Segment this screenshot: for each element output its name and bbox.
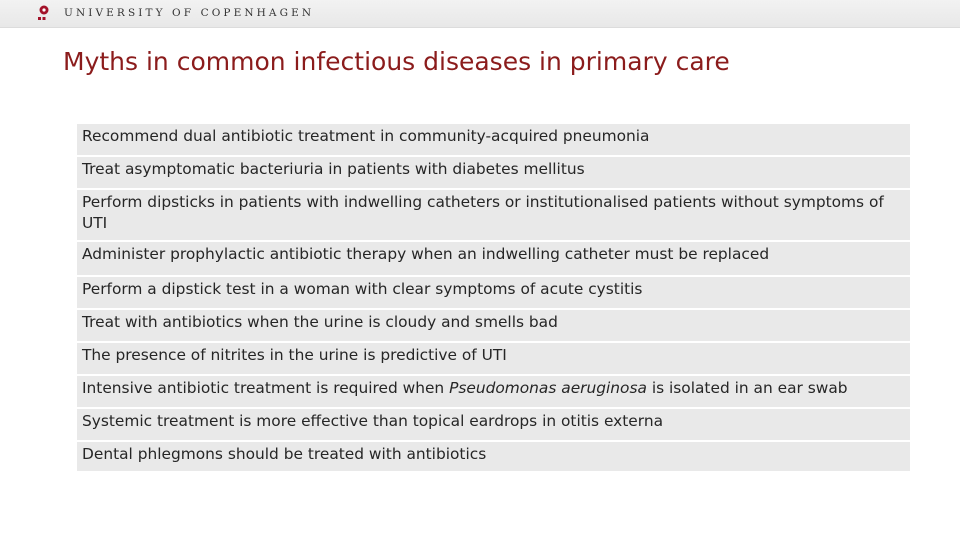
header-bar bbox=[0, 0, 960, 28]
myth-item bbox=[77, 190, 910, 242]
table-row bbox=[77, 409, 910, 442]
myth-text: The presence of nitrites in the urine is predictive of UTI bbox=[82, 346, 507, 364]
table-row bbox=[77, 124, 910, 157]
table-row bbox=[77, 190, 910, 242]
myth-item bbox=[77, 310, 910, 343]
myth-text: Perform dipsticks in patients with indwelling catheters or institutionalised patients without symptoms of UTI bbox=[82, 193, 884, 232]
table-row bbox=[77, 376, 910, 409]
myth-list bbox=[77, 124, 910, 473]
myth-item bbox=[77, 277, 910, 310]
table-row bbox=[77, 277, 910, 310]
table-row bbox=[77, 310, 910, 343]
myth-text: Systemic treatment is more effective than topical eardrops in otitis externa bbox=[82, 412, 664, 430]
myth-text: Administer prophylactic antibiotic therapy when an indwelling catheter must be replaced bbox=[82, 245, 770, 263]
myth-text: Treat with antibiotics when the urine is cloudy and smells bad bbox=[82, 313, 558, 331]
university-name: UNIVERSITY OF COPENHAGEN bbox=[64, 7, 315, 19]
myth-text: Recommend dual antibiotic treatment in community-acquired pneumonia bbox=[82, 127, 650, 145]
table-row bbox=[77, 157, 910, 190]
myth-item bbox=[77, 376, 910, 409]
university-seal-icon bbox=[36, 4, 52, 22]
myth-text: Intensive antibiotic treatment is required when bbox=[82, 379, 450, 397]
myth-item bbox=[77, 157, 910, 190]
myth-text: is isolated in an ear swab bbox=[646, 379, 848, 397]
myth-item bbox=[77, 409, 910, 442]
myth-item bbox=[77, 442, 910, 473]
table-row bbox=[77, 343, 910, 376]
myth-item bbox=[77, 242, 910, 277]
myth-text: Dental phlegmons should be treated with antibiotics bbox=[82, 445, 487, 463]
table-row bbox=[77, 242, 910, 277]
myth-text: Treat asymptomatic bacteriuria in patients with diabetes mellitus bbox=[82, 160, 585, 178]
table-row bbox=[77, 442, 910, 473]
slide-title: Myths in common infectious diseases in primary care bbox=[63, 47, 730, 76]
myth-item bbox=[77, 124, 910, 157]
myth-text: Perform a dipstick test in a woman with clear symptoms of acute cystitis bbox=[82, 280, 643, 298]
myth-item bbox=[77, 343, 910, 376]
myth-table bbox=[77, 124, 910, 473]
myth-text-italic: Pseudomonas aeruginosa bbox=[449, 379, 647, 397]
